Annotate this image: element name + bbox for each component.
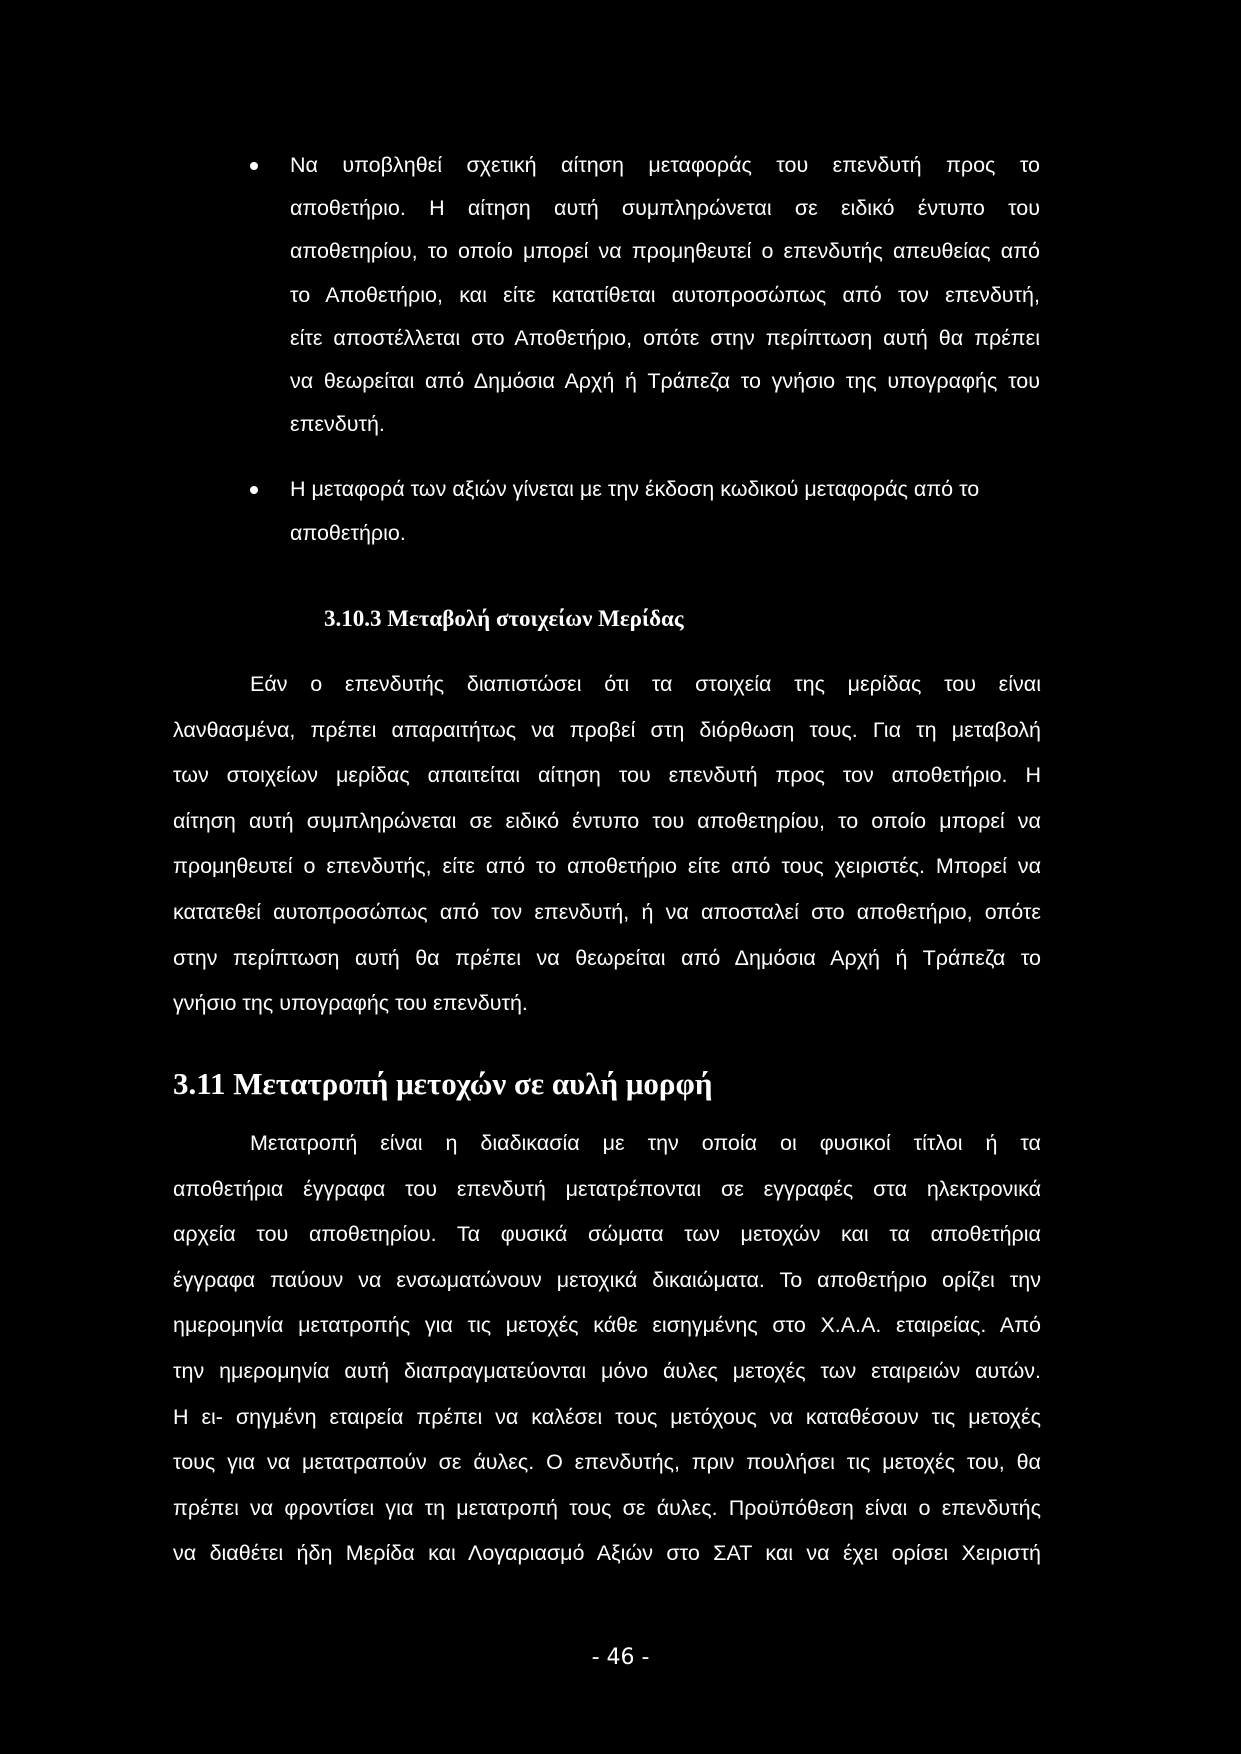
paragraph-line: προμηθευτεί ο επενδυτής, είτε από το αποθετήριο είτε από τους χειριστές. Μπορεί να: [173, 854, 1041, 879]
paragraph-line: γνήσιο της υπογραφής του επενδυτή.: [173, 991, 528, 1016]
bullet-line: αποθετήριο. Η αίτηση αυτή συμπληρώνεται σε ειδικό έντυπο του: [290, 196, 1040, 221]
bullet-dot-icon: [250, 162, 258, 170]
bullet-item-transfer-request: [250, 144, 1040, 446]
paragraph-account-change: [173, 662, 1041, 1027]
paragraph-line: αρχεία του αποθετηρίου. Τα φυσικά σώματα των μετοχών και τα αποθετήρια: [173, 1222, 1041, 1247]
bullet-line: αποθετήριο.: [290, 520, 406, 545]
bullet-line: Η μεταφορά των αξιών γίνεται με την έκδοση κωδικού μεταφοράς από το: [290, 477, 980, 502]
paragraph-line: Η ει- σηγμένη εταιρεία πρέπει να καλέσει τους μετόχους να καταθέσουν τις μετοχές: [173, 1404, 1041, 1429]
paragraph-dematerialization: [173, 1121, 1041, 1577]
paragraph-line: λανθασμένα, πρέπει απαραιτήτως να προβεί στη διόρθωση τους. Για τη μεταβολή: [173, 717, 1041, 742]
section-heading-3-11: 3.11 Μετατροπή μετοχών σε αυλή μορφή: [173, 1066, 713, 1101]
bullet-line: αποθετηρίου, το οποίο μπορεί να προμηθευτεί ο επενδυτής απευθείας από: [290, 239, 1040, 264]
section-heading-3-10-3: 3.10.3 Μεταβολή στοιχείων Μερίδας: [324, 606, 684, 631]
paragraph-line: αίτηση αυτή συμπληρώνεται σε ειδικό έντυπο του αποθετηρίου, το οποίο μπορεί να: [173, 808, 1041, 833]
bullet-dot-icon: [250, 486, 258, 494]
paragraph-line: Εάν ο επενδυτής διαπιστώσει ότι τα στοιχεία της μερίδας του είναι: [250, 672, 1041, 696]
paragraph-line: τους για να μετατραπούν σε άυλες. Ο επενδυτής, πριν πουλήσει τις μετοχές του, θα: [173, 1450, 1041, 1475]
bullet-line: το Αποθετήριο, και είτε κατατίθεται αυτοπροσώπως από τον επενδυτή,: [290, 282, 1040, 307]
bullet-line: Να υποβληθεί σχετική αίτηση μεταφοράς του επενδυτή προς το: [290, 153, 1040, 177]
paragraph-line: την ημερομηνία αυτή διαπραγματεύονται μόνο άυλες μετοχές των εταιρειών αυτών.: [173, 1358, 1041, 1383]
bullet-list: [250, 144, 1040, 555]
paragraph-line: Μετατροπή είναι η διαδικασία με την οποία οι φυσικοί τίτλοι ή τα: [250, 1131, 1041, 1155]
bullet-line: επενδυτή.: [290, 412, 385, 437]
paragraph-line: στην περίπτωση αυτή θα πρέπει να θεωρείται από Δημόσια Αρχή ή Τράπεζα το: [173, 945, 1041, 970]
page-number: - 46 -: [591, 1645, 650, 1670]
paragraph-line: ημερομηνία μετατροπής για τις μετοχές κάθε εισηγμένης στο Χ.Α.Α. εταιρείας. Από: [173, 1313, 1041, 1338]
paragraph-line: έγγραφα παύουν να ενσωματώνουν μετοχικά δικαιώματα. Το αποθετήριο ορίζει την: [173, 1267, 1041, 1292]
paragraph-line: να διαθέτει ήδη Μερίδα και Λογαριασμό Αξιών στο ΣΑΤ και να έχει ορίσει Χειριστή: [173, 1541, 1041, 1566]
paragraph-line: των στοιχείων μερίδας απαιτείται αίτηση του επενδυτή προς τον αποθετήριο. Η: [173, 763, 1041, 788]
bullet-line: είτε αποστέλλεται στο Αποθετήριο, οπότε στην περίπτωση αυτή θα πρέπει: [290, 325, 1040, 350]
paragraph-line: αποθετήρια έγγραφα του επενδυτή μετατρέπονται σε εγγραφές στα ηλεκτρονικά: [173, 1176, 1041, 1201]
paragraph-line: κατατεθεί αυτοπροσώπως από τον επενδυτή, ή να αποσταλεί στο αποθετήριο, οπότε: [173, 899, 1041, 924]
bullet-line: να θεωρείται από Δημόσια Αρχή ή Τράπεζα το γνήσιο της υπογραφής του: [290, 369, 1040, 394]
paragraph-line: πρέπει να φροντίσει για τη μετατροπή τους σε άυλες. Προϋπόθεση είναι ο επενδυτής: [173, 1495, 1041, 1520]
bullet-item-transfer-code: [250, 468, 1040, 554]
